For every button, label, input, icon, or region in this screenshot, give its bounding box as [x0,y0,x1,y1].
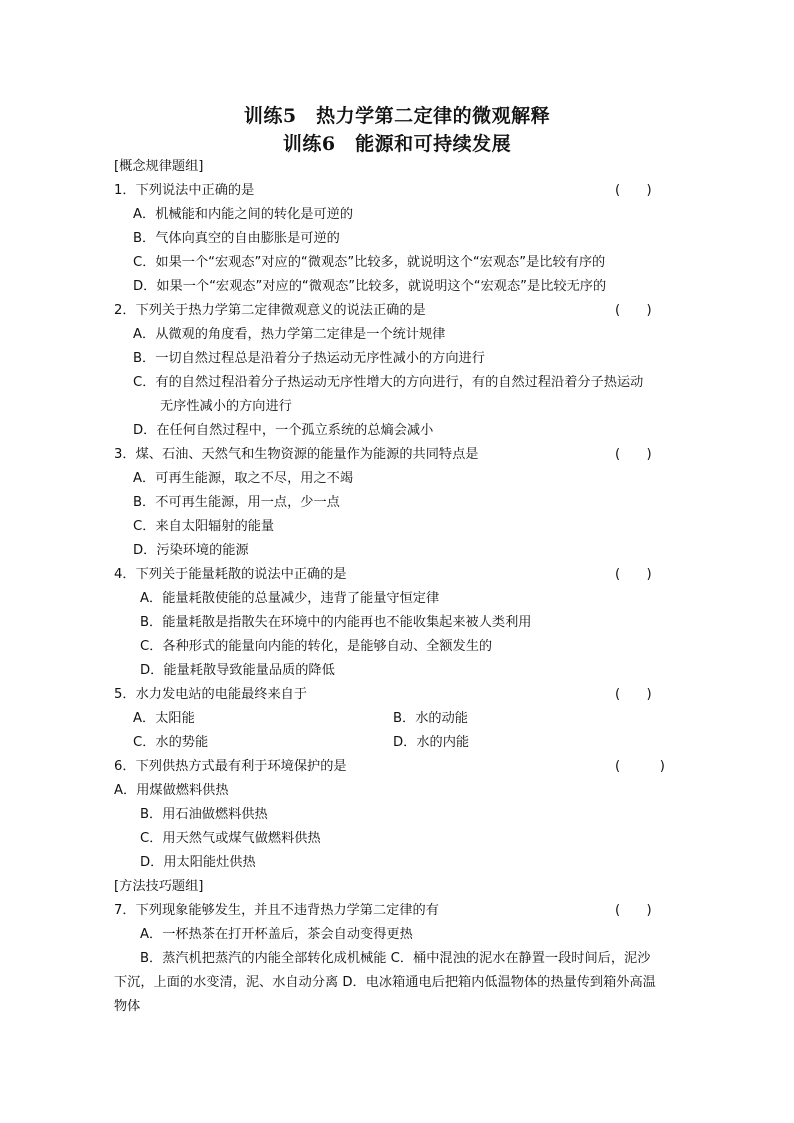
q1-option-b: B．气体向真空的自由膨胀是可逆的 [133,231,340,246]
q6-option-b: B．用石油做燃料供热 [140,807,268,822]
q4-option-c: C．各种形式的能量向内能的转化，是能够自动、全额发生的 [140,639,493,654]
title-line-2: 训练6 能源和可持续发展 [282,133,512,155]
q1-option-c: C．如果一个“宏观态”对应的“微观态”比较多，就说明这个“宏观态”是比较有序的 [133,255,606,270]
q3-option-a: A．可再生能源，取之不尽，用之不竭 [133,471,354,486]
q3-answer-blank: ( ) [615,447,652,462]
q1-option-d: D．如果一个“宏观态”对应的“微观态”比较多，就说明这个“宏观态”是比较无序的 [133,279,607,294]
q5-option-d: D．水的内能 [393,735,470,750]
q4-option-a: A．能量耗散使能的总量减少，违背了能量守恒定律 [140,591,440,606]
q5-option-a: A．太阳能 [133,711,195,726]
q4-option-d: D．能量耗散导致能量品质的降低 [140,663,335,678]
q3-option-c: C．来自太阳辐射的能量 [133,519,275,534]
q5-stem: 5．水力发电站的电能最终来自于 [114,687,308,702]
q4-stem: 4．下列关于能量耗散的说法中正确的是 [114,567,347,582]
q2-stem: 2．下列关于热力学第二定律微观意义的说法正确的是 [114,303,426,318]
q2-option-d: D．在任何自然过程中，一个孤立系统的总熵会减小 [133,423,434,438]
q6-answer-blank: ( ) [615,759,665,774]
q6-option-d: D．用太阳能灶供热 [140,855,256,870]
q1-stem: 1．下列说法中正确的是 [114,183,255,198]
q5-option-b: B．水的动能 [393,711,468,726]
q2-option-c-continued: 无序性减小的方向进行 [160,399,292,414]
section-method: [方法技巧题组] [114,879,204,894]
q5-option-c: C．水的势能 [133,735,209,750]
q2-option-c: C．有的自然过程沿着分子热运动无序性增大的方向进行，有的自然过程沿着分子热运动 [133,375,644,390]
q5-answer-blank: ( ) [615,687,652,702]
q6-stem: 6．下列供热方式最有利于环境保护的是 [114,759,347,774]
q1-option-a: A．机械能和内能之间的转化是可逆的 [133,207,354,222]
q2-answer-blank: ( ) [615,303,652,318]
q7-stem: 7．下列现象能够发生，并且不违背热力学第二定律的有 [114,903,439,918]
q3-option-d: D．污染环境的能源 [133,543,249,558]
q7-option-a: A．一杯热茶在打开杯盖后，茶会自动变得更热 [140,927,413,942]
q4-answer-blank: ( ) [615,567,652,582]
q6-option-a: A．用煤做燃料供热 [114,783,229,798]
section-concept: [概念规律题组] [114,159,204,174]
q2-option-b: B．一切自然过程总是沿着分子热运动无序性减小的方向进行 [133,351,485,366]
title-line-1: 训练5 热力学第二定律的微观解释 [243,105,551,127]
q7-option-d-continued: 物体 [114,999,141,1014]
q1-answer-blank: ( ) [615,183,652,198]
q2-option-a: A．从微观的角度看，热力学第二定律是一个统计规律 [133,327,446,342]
q3-option-b: B．不可再生能源，用一点，少一点 [133,495,340,510]
q3-stem: 3．煤、石油、天然气和生物资源的能量作为能源的共同特点是 [114,447,479,462]
q7-answer-blank: ( ) [615,903,652,918]
q6-option-c: C．用天然气或煤气做燃料供热 [140,831,321,846]
q7-option-c-d-line: 下沉，上面的水变清，泥、水自动分离 D．电冰箱通电后把箱内低温物体的热量传到箱外高温 [114,975,656,990]
q7-option-b-c-line: B．蒸汽机把蒸汽的内能全部转化成机械能 C．桶中混浊的泥水在静置一段时间后，泥沙 [140,951,651,966]
q4-option-b: B．能量耗散是指散失在环境中的内能再也不能收集起来被人类利用 [140,615,532,630]
